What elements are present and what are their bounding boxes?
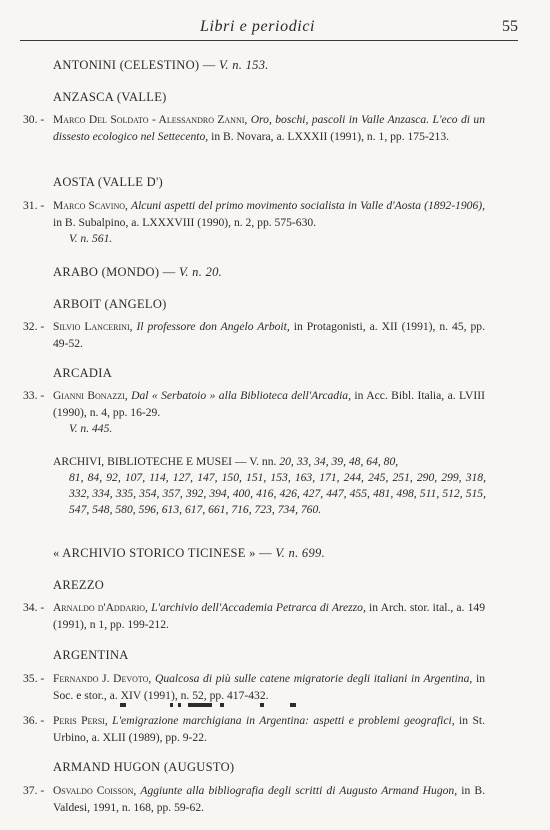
entry-title: Aggiunte alla bibliografia degli scritti di Augusto Armand Hugon,: [140, 784, 458, 797]
page-number: 55: [502, 18, 518, 35]
entry-title: Il professore don Angelo Arboit,: [136, 320, 290, 333]
bibliography-entry-37: [23, 783, 485, 816]
entry-title: L'emigrazione marchigiana in Argentina: aspetti e problemi geografici,: [112, 714, 455, 727]
index-heading-ticinese: « ARCHIVIO STORICO TICINESE » — V. n. 699.: [53, 546, 326, 560]
entry-number: 35. -: [23, 672, 45, 685]
index-heading-arcadia: ARCADIA: [53, 366, 113, 380]
entry-source: in B. Subalpino, a. LXXXVIII (1990), n. 2, pp. 575-630.: [53, 215, 317, 229]
entry-source: in B. Novara, a. LXXXII (1991), n. 1, pp. 175-213.: [211, 129, 450, 143]
entry-source: in Acc. Bibl. Italia, a. LVIII (1990), n. 4, pp. 16-29.: [53, 389, 486, 419]
running-header: [20, 14, 518, 41]
entry-author: Gianni Bonazzi,: [53, 390, 128, 402]
archivi-numbers: 81, 84, 92, 107, 114, 127, 147, 150, 151, 153, 163, 171, 244, 245, 251, 290, 299, 318, 332, 334, 335, 354, 357, 392, 394, 400, 416, 426, 427, 447, 455, 481, 498, 511, 512, 515, 547, 548, 580, 596, 613, 617, 661, 716, 723, 734, 760.: [69, 471, 486, 516]
bibliography-entry-35: [23, 671, 485, 704]
entry-source: in Soc. e stor., a. XIV (1991), n. 52, pp. 417-432.: [53, 672, 485, 702]
bibliography-entry-30: [23, 112, 485, 145]
entry-title: Oro, boschi, pascoli in Valle Anzasca. L'eco di un dissesto ecologico nel Settecento,: [53, 113, 485, 143]
entry-source: in Arch. stor. ital., a. 149 (1991), n 1, pp. 199-212.: [53, 601, 486, 631]
entry-source: in St. Urbino, a. XLII (1989), pp. 9-22.: [53, 714, 486, 744]
entry-author: Fernando J. Devoto,: [53, 673, 152, 685]
entry-author: Peris Persi,: [53, 715, 108, 727]
entry-title: Dal « Serbatoio » alla Biblioteca dell'Arcadia,: [131, 389, 351, 402]
entry-number: 36. -: [23, 714, 45, 727]
index-heading-arezzo: AREZZO: [53, 578, 105, 592]
entry-title: Alcuni aspetti del primo movimento socialista in Valle d'Aosta (1892-1906),: [131, 199, 485, 212]
index-heading-archivi: [53, 454, 486, 518]
entry-see-also: V. n. 445.: [69, 421, 113, 435]
entry-number: 34. -: [23, 601, 45, 614]
index-heading-arabo: ARABO (MONDO) — V. n. 20.: [53, 265, 223, 279]
bibliography-entry-32: [23, 319, 485, 352]
archivi-numbers-first: 20, 33, 34, 39, 48, 64, 80,: [279, 455, 399, 468]
entry-title: Qualcosa di più sulle catene migratorie degli italiani in Argentina,: [154, 672, 473, 685]
entry-source: in B. Valdesi, 1991, n. 168, pp. 59-62.: [53, 784, 485, 814]
cross-reference: V. n. 20.: [179, 265, 223, 279]
running-title: Libri e periodici: [200, 18, 316, 35]
entry-author: Osvaldo Coisson,: [53, 785, 137, 797]
index-heading-hugon: ARMAND HUGON (AUGUSTO): [53, 760, 235, 774]
index-heading-anzasca: ANZASCA (VALLE): [53, 90, 167, 104]
entry-number: 33. -: [23, 389, 45, 402]
bibliography-entry-36: [23, 713, 486, 746]
cross-reference: V. n. 153.: [219, 58, 269, 72]
archivi-heading: ARCHIVI, BIBLIOTECHE E MUSEI — V. nn.: [53, 455, 277, 468]
entry-author: Arnaldo d'Addario,: [53, 602, 148, 614]
entry-author: Silvio Lancerini,: [53, 321, 133, 333]
entry-see-also: V. n. 561.: [69, 231, 113, 245]
entry-number: 31. -: [23, 199, 45, 212]
entry-number: 30. -: [23, 113, 45, 126]
entry-title: L'archivio dell'Accademia Petrarca di Arezzo,: [151, 601, 366, 614]
bibliography-entry-31: [23, 198, 485, 246]
bibliography-entry-33: [23, 388, 486, 436]
index-heading-argentina: ARGENTINA: [53, 648, 129, 662]
entry-author: Marco Del Soldato - Alessandro Zanni,: [53, 114, 248, 126]
entry-number: 37. -: [23, 784, 45, 797]
index-heading-arboit: ARBOIT (ANGELO): [53, 297, 167, 311]
entry-author: Marco Scavino,: [53, 200, 128, 212]
entry-number: 32. -: [23, 320, 45, 333]
index-heading-aosta: AOSTA (VALLE D'): [53, 175, 163, 189]
print-artifact: [120, 701, 330, 709]
bibliography-entry-34: [23, 600, 486, 633]
cross-reference: V. n. 699.: [275, 546, 326, 560]
entry-source: in Protagonisti, a. XII (1991), n. 45, pp. 49-52.: [53, 320, 485, 350]
index-heading-antonini: ANTONINI (CELESTINO) — V. n. 153.: [53, 58, 269, 72]
